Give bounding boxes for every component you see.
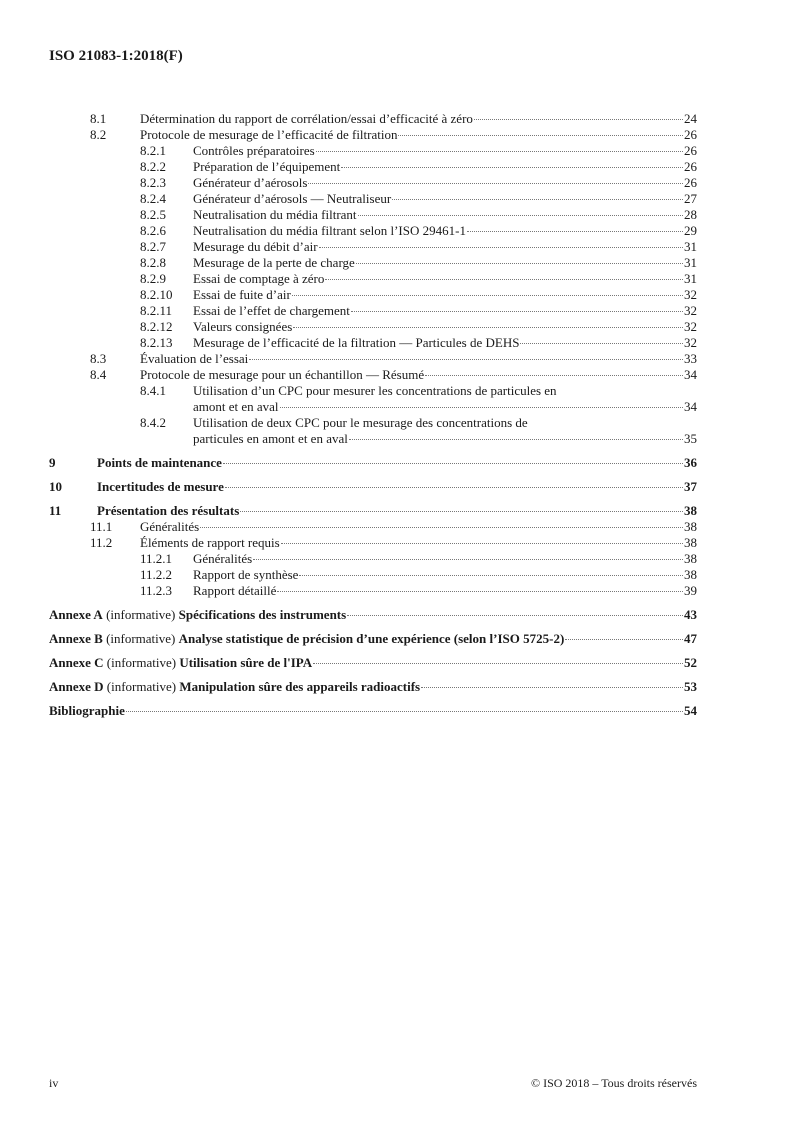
toc-entry-number: 8.4	[90, 367, 107, 382]
toc-entry-number: 8.2.1	[140, 143, 166, 158]
toc-entry-title: Incertitudes de mesure	[97, 479, 224, 494]
toc-entry-title: Neutralisation du média filtrant selon l’ISO 29461-1	[193, 223, 466, 238]
toc-entry-number: 8.2.5	[140, 207, 166, 222]
toc-entry-title: Essai de comptage à zéro	[193, 271, 325, 286]
toc-entry-number: 8.4.1	[140, 383, 166, 398]
toc-entry-page: 32	[684, 319, 697, 334]
toc-annex-entry[interactable]	[49, 631, 697, 647]
toc-entry[interactable]	[49, 567, 697, 583]
annex-label: Annexe B	[49, 631, 103, 646]
toc-entry-page: 26	[684, 159, 697, 174]
toc-entry-title: Valeurs consignées	[193, 319, 293, 334]
toc-entry-title: Rapport détaillé	[193, 583, 277, 598]
toc-entry-number: 11.2.2	[140, 567, 173, 582]
toc-entry[interactable]	[49, 367, 697, 383]
toc-entry[interactable]	[49, 519, 697, 535]
toc-entry-page: 33	[684, 351, 697, 366]
toc-entry-title-continued: particules en amont et en aval	[193, 431, 348, 446]
toc-entry[interactable]	[49, 175, 697, 191]
dot-leader	[299, 567, 683, 576]
toc-entry-number: 8.2.4	[140, 191, 166, 206]
dot-leader	[349, 431, 683, 440]
annex-title-line	[49, 655, 312, 671]
toc-entry-title: Préparation de l’équipement	[193, 159, 341, 174]
toc-entry-page: 38	[684, 519, 697, 534]
annex-type: (informative)	[106, 679, 177, 694]
toc-entry[interactable]	[49, 287, 697, 303]
document-header-id: ISO 21083-1:2018(F)	[49, 48, 183, 64]
dot-leader	[308, 175, 683, 184]
toc-entry-title: Éléments de rapport requis	[140, 535, 280, 550]
annex-title: Utilisation sûre de l'IPA	[179, 655, 313, 670]
annex-type: (informative)	[106, 655, 177, 670]
dot-leader	[200, 519, 683, 528]
toc-entry[interactable]	[49, 535, 697, 551]
toc-entry[interactable]	[49, 335, 697, 351]
annex-page: 53	[684, 679, 697, 694]
toc-entry-number: 8.3	[90, 351, 107, 366]
footer-page-number: iv	[49, 1076, 59, 1090]
table-of-contents	[49, 111, 697, 719]
annex-title-line	[49, 607, 346, 623]
dot-leader	[358, 207, 683, 216]
toc-entry-page: 38	[684, 535, 697, 550]
toc-entry-page: 31	[684, 271, 697, 286]
toc-entry-number: 11.2.1	[140, 551, 173, 566]
toc-entry[interactable]	[49, 255, 697, 271]
dot-leader	[316, 143, 683, 152]
dot-leader	[356, 255, 683, 264]
bibliography-title: Bibliographie	[49, 703, 125, 718]
toc-entry[interactable]	[49, 111, 697, 127]
toc-entry-page: 24	[684, 111, 697, 126]
toc-entry-page: 26	[684, 127, 697, 142]
toc-entry-page: 38	[684, 503, 697, 518]
toc-entry-title: Essai de fuite d’air	[193, 287, 291, 302]
toc-entry-continuation[interactable]	[49, 399, 697, 415]
toc-entry-number: 8.2.12	[140, 319, 173, 334]
toc-entry-page: 29	[684, 223, 697, 238]
toc-entry-title: Essai de l’effet de chargement	[193, 303, 350, 318]
toc-entry-number: 9	[49, 455, 56, 470]
toc-entry-title: Points de maintenance	[97, 455, 222, 470]
dot-leader	[325, 271, 683, 280]
toc-entry-title: Neutralisation du média filtrant	[193, 207, 357, 222]
toc-entry-page: 31	[684, 239, 697, 254]
toc-entry-page: 31	[684, 255, 697, 270]
annex-type: (informative)	[106, 631, 176, 646]
annex-type: (informative)	[106, 607, 176, 622]
dot-leader	[280, 399, 683, 408]
dot-leader	[277, 583, 683, 592]
annex-title: Spécifications des instruments	[178, 607, 347, 622]
toc-entry[interactable]	[49, 383, 697, 399]
toc-entry[interactable]	[49, 319, 697, 335]
toc-entry-page: 27	[684, 191, 697, 206]
toc-entry[interactable]	[49, 239, 697, 255]
toc-entry-page: 34	[684, 367, 697, 382]
toc-entry-number: 11.2	[90, 535, 113, 550]
dot-leader	[421, 679, 683, 688]
toc-entry-number: 8.2	[90, 127, 107, 142]
toc-entry-number: 8.2.13	[140, 335, 173, 350]
toc-entry[interactable]	[49, 143, 697, 159]
toc-entry-title: Évaluation de l’essai	[140, 351, 249, 366]
annex-page: 47	[684, 631, 697, 646]
toc-entry-number: 11	[49, 503, 62, 518]
dot-leader	[292, 287, 683, 296]
dot-leader	[347, 607, 683, 616]
toc-entry-title: Rapport de synthèse	[193, 567, 299, 582]
toc-entry-title: Mesurage de la perte de charge	[193, 255, 355, 270]
dot-leader	[225, 479, 683, 488]
toc-entry-number: 8.2.2	[140, 159, 166, 174]
toc-entry-title-continued: amont et en aval	[193, 399, 279, 414]
dot-leader	[425, 367, 683, 376]
toc-entry-title: Généralités	[140, 519, 200, 534]
toc-entry[interactable]	[49, 271, 697, 287]
annex-label: Annexe D	[49, 679, 104, 694]
toc-entry-number: 8.4.2	[140, 415, 166, 430]
toc-entry-number: 11.2.3	[140, 583, 173, 598]
toc-entry[interactable]	[49, 503, 697, 519]
toc-entry-page: 34	[684, 399, 697, 414]
toc-entry-title: Présentation des résultats	[97, 503, 240, 518]
dot-leader	[313, 655, 683, 664]
dot-leader	[281, 535, 683, 544]
toc-entry-continuation[interactable]	[49, 431, 697, 447]
toc-entry-number: 8.2.3	[140, 175, 166, 190]
toc-entry-page: 35	[684, 431, 697, 446]
toc-entry[interactable]	[49, 415, 697, 431]
toc-entry-number: 8.2.9	[140, 271, 166, 286]
dot-leader	[293, 319, 683, 328]
annex-title-line	[49, 679, 420, 695]
dot-leader	[253, 551, 683, 560]
dot-leader	[565, 631, 683, 640]
toc-bibliography-entry[interactable]	[49, 703, 697, 719]
dot-leader	[126, 703, 683, 712]
toc-entry-title: Généralités	[193, 551, 253, 566]
toc-annex-entry[interactable]	[49, 655, 697, 671]
toc-entry-page: 36	[684, 455, 697, 470]
toc-entry-page: 32	[684, 335, 697, 350]
toc-entry-title: Générateur d’aérosols — Neutraliseur	[193, 191, 392, 206]
toc-entry[interactable]	[49, 351, 697, 367]
annex-title: Analyse statistique de précision d’une expérience (selon l’ISO 5725-2)	[178, 631, 565, 646]
toc-entry-page: 39	[684, 583, 697, 598]
toc-entry[interactable]	[49, 223, 697, 239]
toc-entry[interactable]	[49, 455, 697, 471]
toc-entry-title: Générateur d’aérosols	[193, 175, 308, 190]
toc-entry[interactable]	[49, 207, 697, 223]
toc-entry-title: Utilisation d’un CPC pour mesurer les concentrations de particules en	[193, 383, 557, 398]
dot-leader	[474, 111, 683, 120]
annex-label: Annexe C	[49, 655, 104, 670]
toc-entry-page: 37	[684, 479, 697, 494]
annex-label: Annexe A	[49, 607, 103, 622]
toc-entry-number: 11.1	[90, 519, 113, 534]
toc-entry-title: Mesurage de l’efficacité de la filtration — Particules de DEHS	[193, 335, 520, 350]
toc-entry[interactable]	[49, 191, 697, 207]
toc-entry-title: Mesurage du débit d’air	[193, 239, 318, 254]
toc-entry[interactable]	[49, 127, 697, 143]
dot-leader	[398, 127, 683, 136]
toc-entry[interactable]	[49, 303, 697, 319]
toc-annex-entry[interactable]	[49, 607, 697, 623]
toc-entry-page: 26	[684, 143, 697, 158]
annex-page: 52	[684, 655, 697, 670]
footer-copyright: © ISO 2018 – Tous droits réservés	[530, 1076, 697, 1090]
toc-entry-page: 38	[684, 551, 697, 566]
toc-entry[interactable]	[49, 583, 697, 599]
dot-leader	[467, 223, 683, 232]
toc-entry[interactable]	[49, 479, 697, 495]
dot-leader	[351, 303, 683, 312]
dot-leader	[319, 239, 683, 248]
toc-entry-title: Utilisation de deux CPC pour le mesurage des concentrations de	[193, 415, 528, 430]
toc-entry[interactable]	[49, 159, 697, 175]
dot-leader	[341, 159, 683, 168]
toc-annex-entry[interactable]	[49, 679, 697, 695]
bibliography-page: 54	[684, 703, 697, 718]
toc-entry-number: 8.2.7	[140, 239, 166, 254]
annex-title-line	[49, 631, 564, 647]
dot-leader	[240, 503, 683, 512]
annex-title: Manipulation sûre des appareils radioactifs	[179, 679, 421, 694]
toc-entry-page: 38	[684, 567, 697, 582]
toc-entry-number: 8.2.11	[140, 303, 173, 318]
dot-leader	[249, 351, 683, 360]
toc-entry-page: 26	[684, 175, 697, 190]
toc-entry-number: 8.2.8	[140, 255, 166, 270]
toc-entry-page: 32	[684, 303, 697, 318]
dot-leader	[223, 455, 683, 464]
toc-entry-title: Contrôles préparatoires	[193, 143, 315, 158]
toc-entry-number: 8.1	[90, 111, 107, 126]
toc-entry-number: 8.2.10	[140, 287, 173, 302]
toc-entry-title: Protocole de mesurage de l’efficacité de filtration	[140, 127, 398, 142]
toc-entry[interactable]	[49, 551, 697, 567]
toc-entry-title: Détermination du rapport de corrélation/essai d’efficacité à zéro	[140, 111, 473, 126]
toc-entry-number: 10	[49, 479, 62, 494]
toc-entry-title: Protocole de mesurage pour un échantillon — Résumé	[140, 367, 425, 382]
annex-page: 43	[684, 607, 697, 622]
dot-leader	[392, 191, 683, 200]
toc-entry-number: 8.2.6	[140, 223, 166, 238]
dot-leader	[520, 335, 683, 344]
toc-entry-page: 32	[684, 287, 697, 302]
toc-entry-page: 28	[684, 207, 697, 222]
